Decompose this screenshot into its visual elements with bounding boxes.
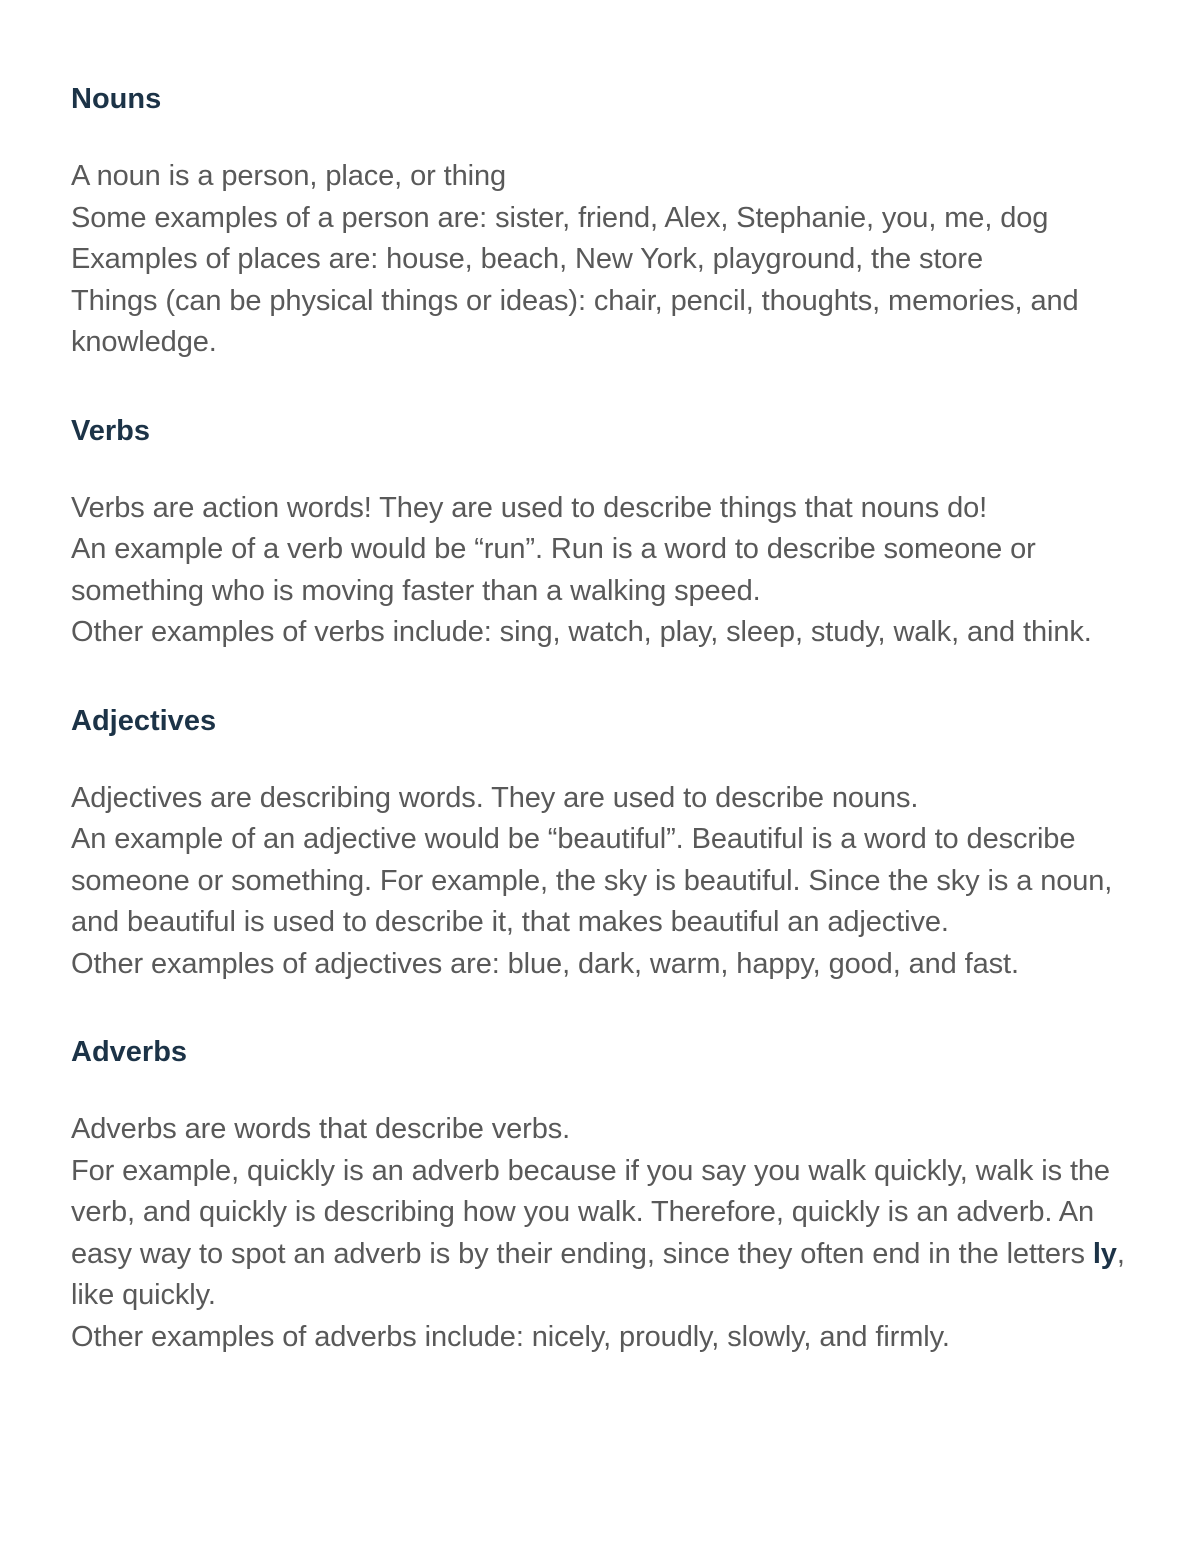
paragraph-text: For example, quickly is an adverb because if you say you walk quickly, walk is the verb, and quickly is describing how you walk. Therefore, quickly is an adverb. An easy way to spot an adverb is by their ending, since they often end in the letters [71, 1154, 1110, 1270]
document-page [71, 79, 1141, 1358]
paragraph: Some examples of a person are: sister, friend, Alex, Stephanie, you, me, dog [71, 201, 1049, 234]
paragraph: Verbs are action words! They are used to describe things that nouns do! [71, 491, 988, 524]
section-verbs [71, 411, 1141, 654]
section-body [71, 778, 1141, 986]
section-heading: Verbs [71, 414, 150, 447]
section-body [71, 156, 1141, 364]
section-heading: Adverbs [71, 1036, 188, 1068]
paragraph: An example of a verb would be “run”. Run is a word to describe someone or something who is moving faster than a walking speed. [71, 533, 1036, 607]
paragraph: Other examples of verbs include: sing, watch, play, sleep, study, walk, and think. [71, 616, 1092, 648]
paragraph: Things (can be physical things or ideas): chair, pencil, thoughts, memories, and knowledge. [71, 284, 1079, 358]
section-heading: Nouns [71, 83, 162, 115]
section-adverbs [71, 1032, 1141, 1358]
paragraph: Other examples of adjectives are: blue, dark, warm, happy, good, and fast. [71, 947, 1019, 980]
section-heading: Adjectives [71, 704, 217, 737]
paragraph: Other examples of adverbs include: nicely, proudly, slowly, and firmly. [71, 1320, 950, 1353]
section-body [71, 488, 1141, 654]
section-body [71, 1109, 1141, 1358]
paragraph: Adjectives are describing words. They are used to describe nouns. [71, 781, 919, 814]
emphasized-suffix: ly [1092, 1237, 1117, 1270]
paragraph: Examples of places are: house, beach, New York, playground, the store [71, 243, 983, 275]
paragraph-with-emphasis [71, 1151, 1141, 1317]
paragraph-text: , like quickly. [71, 1237, 1125, 1311]
paragraph: An example of an adjective would be “beautiful”. Beautiful is a word to describe someone or something. For example, the sky is beautiful. Since the sky is a noun, and beautiful is used to describe it, that makes beautiful an adjective. [71, 823, 1113, 938]
paragraph: A noun is a person, place, or thing [71, 160, 507, 192]
paragraph: Adverbs are words that describe verbs. [71, 1113, 571, 1145]
section-adjectives [71, 701, 1141, 986]
section-nouns [71, 79, 1141, 364]
